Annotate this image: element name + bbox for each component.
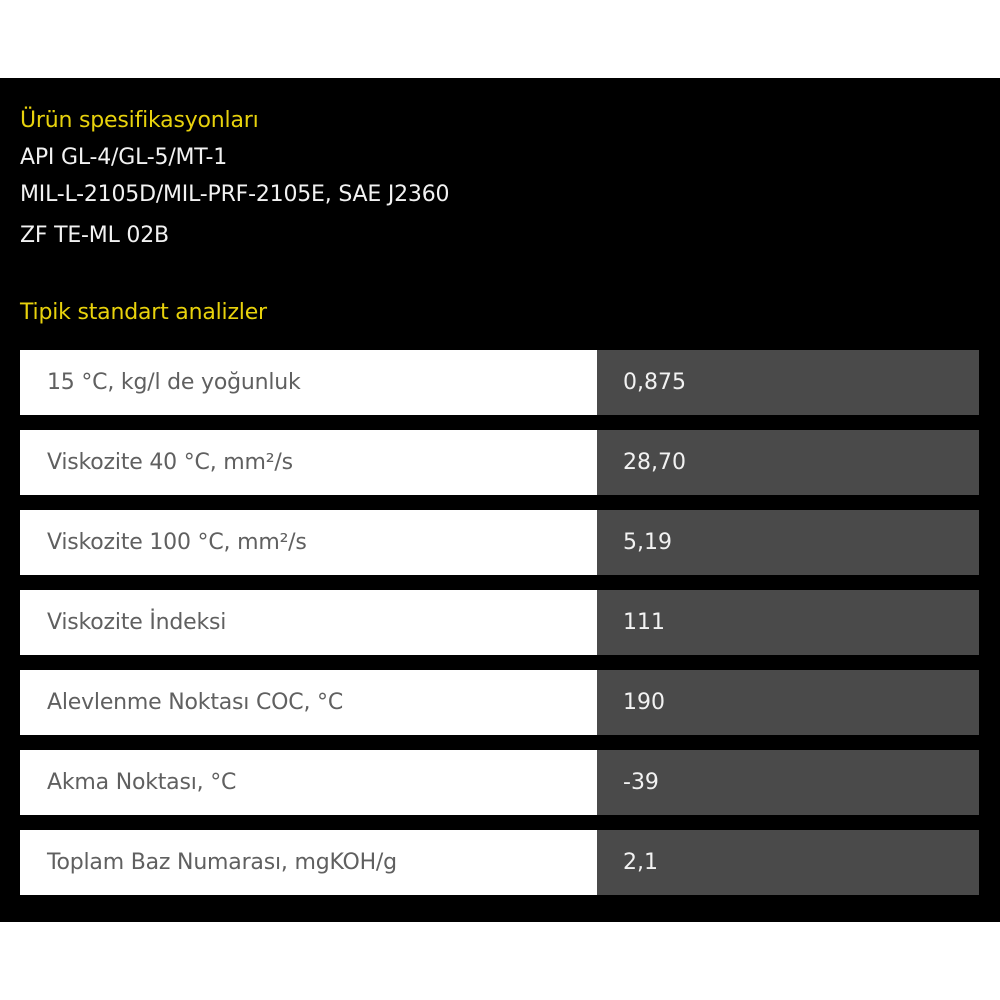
specs-title: Ürün spesifikasyonları (20, 108, 259, 133)
row-value: 28,70 (597, 430, 979, 495)
table-row (20, 590, 979, 655)
row-label: 15 °C, kg/l de yoğunluk (20, 350, 597, 415)
row-value: 111 (597, 590, 979, 655)
row-value: -39 (597, 750, 979, 815)
row-label: Viskozite İndeksi (20, 590, 597, 655)
table-row (20, 510, 979, 575)
spec-line: API GL-4/GL-5/MT-1 (20, 145, 228, 170)
row-value: 190 (597, 670, 979, 735)
row-label: Akma Noktası, °C (20, 750, 597, 815)
spec-line: MIL-L-2105D/MIL-PRF-2105E, SAE J2360 (20, 182, 450, 207)
row-label: Viskozite 40 °C, mm²/s (20, 430, 597, 495)
row-label: Alevlenme Noktası COC, °C (20, 670, 597, 735)
table-row (20, 750, 979, 815)
analysis-table (20, 350, 979, 910)
table-row (20, 830, 979, 895)
row-value: 5,19 (597, 510, 979, 575)
table-row (20, 350, 979, 415)
analysis-title: Tipik standart analizler (20, 300, 267, 325)
row-label: Viskozite 100 °C, mm²/s (20, 510, 597, 575)
table-row (20, 670, 979, 735)
spec-line: ZF TE-ML 02B (20, 223, 169, 248)
row-value: 2,1 (597, 830, 979, 895)
spec-panel (0, 78, 1000, 922)
table-row (20, 430, 979, 495)
row-label: Toplam Baz Numarası, mgKOH/g (20, 830, 597, 895)
row-value: 0,875 (597, 350, 979, 415)
